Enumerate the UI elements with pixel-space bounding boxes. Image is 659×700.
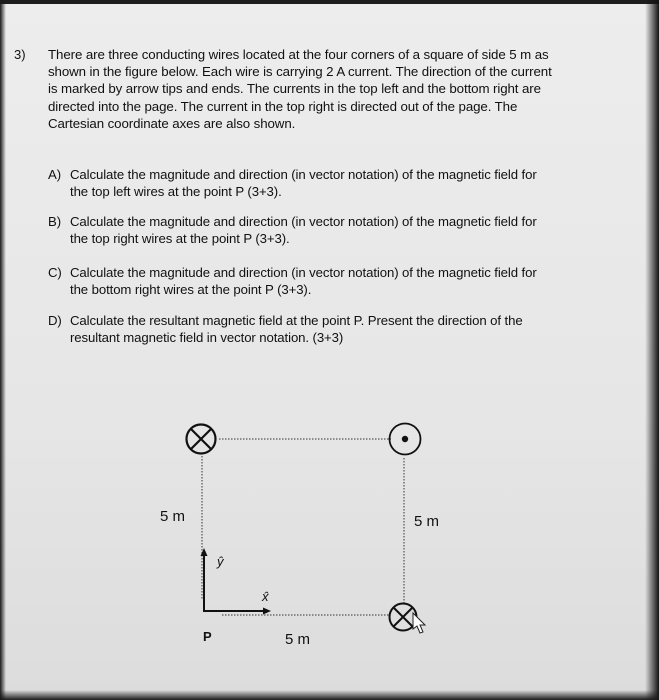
coordinate-axes xyxy=(201,548,272,615)
question-line: directed into the page. The current in the top right is directed out of the page. The xyxy=(48,98,518,114)
question-number: 3) xyxy=(14,47,26,62)
part-line: Calculate the magnitude and direction (in vector notation) of the magnetic field for xyxy=(70,214,537,229)
part-label: A) xyxy=(48,167,61,182)
question-line: There are three conducting wires located at the four corners of a square of side 5 m as xyxy=(48,47,549,62)
question-line: Cartesian coordinate axes are also shown. xyxy=(48,115,296,131)
part-line: resultant magnetic field in vector notation. (3+3) xyxy=(70,330,344,345)
part-line: the top right wires at the point P (3+3). xyxy=(70,231,290,246)
x-axis-arrow-icon xyxy=(263,608,271,615)
part-label: C) xyxy=(48,265,62,280)
part-line: Calculate the resultant magnetic field at the point P. Present the direction of the xyxy=(70,313,523,328)
question-line: shown in the figure below. Each wire is carrying 2 A current. The direction of the current xyxy=(48,64,552,80)
right-side-length-label: 5 m xyxy=(414,513,440,530)
part-line: the top left wires at the point P (3+3). xyxy=(70,184,282,199)
question-line: is marked by arrow tips and ends. The currents in the top left and the bottom right are xyxy=(48,81,541,97)
point-p-label: P xyxy=(203,629,212,644)
y-axis-label: ŷ xyxy=(217,554,224,569)
wire-top-right-out-of-page-icon xyxy=(390,424,421,455)
part-line: Calculate the magnitude and direction (in vector notation) of the magnetic field for xyxy=(70,167,537,182)
mouse-cursor-icon xyxy=(413,613,425,633)
x-axis-label: x̂ xyxy=(262,589,269,604)
part-label: B) xyxy=(48,214,61,229)
part-label: D) xyxy=(48,313,62,328)
wire-bottom-right-into-page-icon xyxy=(390,604,417,631)
bottom-side-length-label: 5 m xyxy=(285,631,311,648)
wire-top-left-into-page-icon xyxy=(187,425,216,454)
left-side-length-label: 5 m xyxy=(160,508,186,525)
part-line: Calculate the magnitude and direction (in vector notation) of the magnetic field for xyxy=(70,265,537,280)
part-line: the bottom right wires at the point P (3+3). xyxy=(70,282,312,297)
